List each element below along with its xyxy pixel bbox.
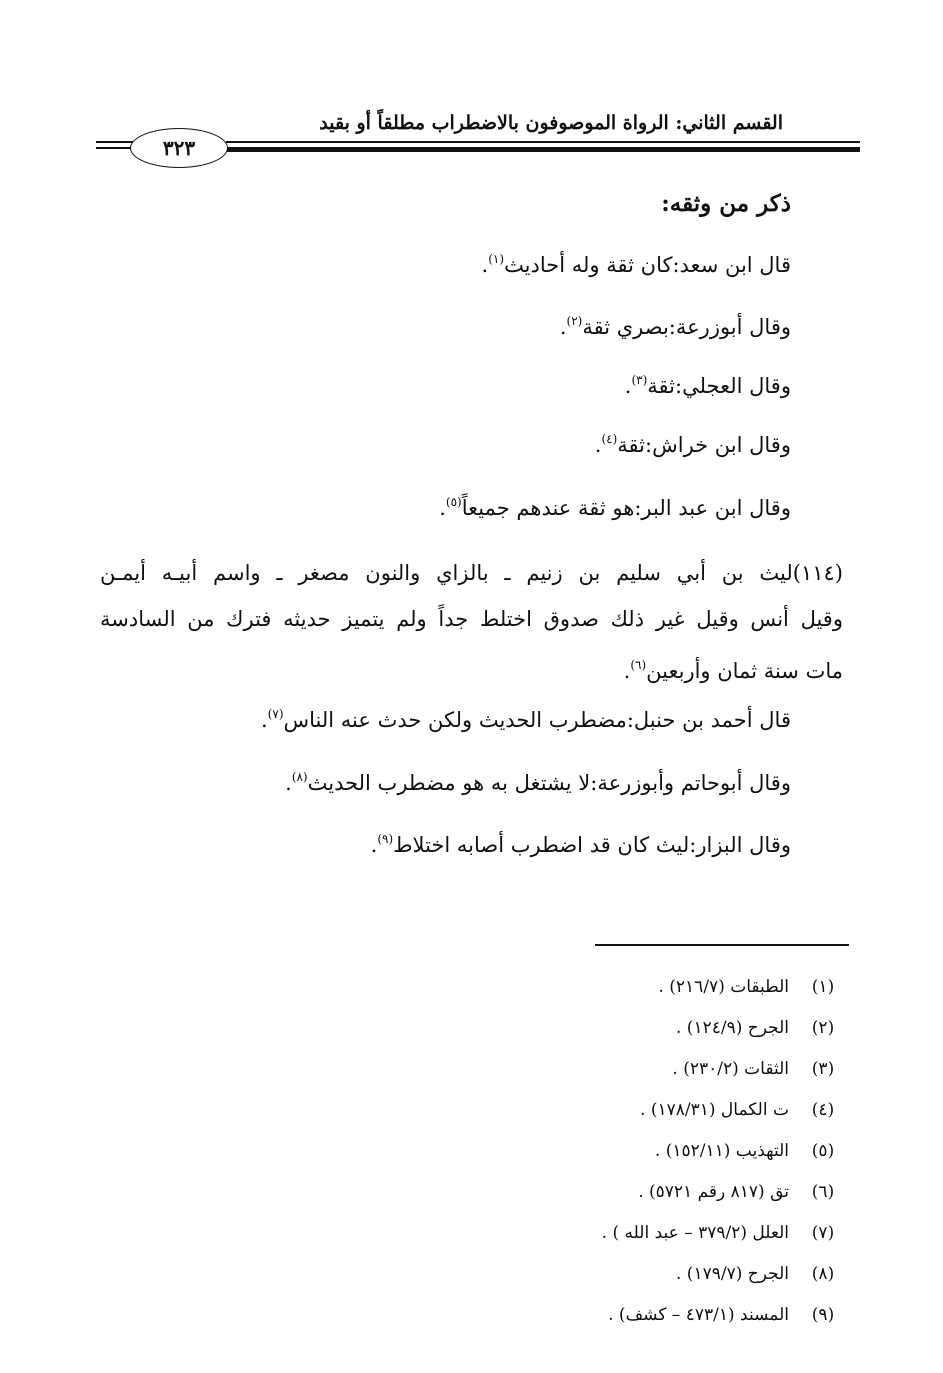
footnote-item xyxy=(449,1218,849,1259)
quote-text: وقال أبوزرعة:بصري ثقة xyxy=(582,315,791,339)
footnote-number: (٧) xyxy=(811,1223,835,1243)
running-header-title: القسم الثاني: الرواة الموصوفون بالاضطراب مطلقاً أو بقيد xyxy=(319,112,783,134)
footnote-ref: (١) xyxy=(488,252,505,266)
footnote-ref: (٣) xyxy=(631,373,648,387)
entry-line-3-end: . xyxy=(623,659,631,683)
footnote-ref: (٤) xyxy=(601,432,618,446)
quote-end: . xyxy=(285,771,292,795)
footnote-item xyxy=(449,1054,849,1095)
footnote-text: العلل (٣٧٩/٢ – عبد الله ) . xyxy=(601,1223,789,1243)
footnote-item xyxy=(449,1259,849,1300)
footnote-text: الثقات (٢٣٠/٢) . xyxy=(672,1059,789,1079)
quote-text: قال أحمد بن حنبل:مضطرب الحديث ولكن حدث عنه الناس xyxy=(283,708,791,732)
quote-text: وقال ابن عبد البر:هو ثقة عندهم جميعاً xyxy=(461,496,791,520)
quote-end: . xyxy=(370,833,378,857)
footnote-ref: (٢) xyxy=(566,314,583,328)
footnote-ref: (٥) xyxy=(445,495,462,509)
quote-text: قال ابن سعد:كان ثقة وله أحاديث xyxy=(504,253,791,277)
header-rule-left-top xyxy=(96,141,136,143)
footnote-ref: (٧) xyxy=(267,707,284,721)
quote-end: . xyxy=(559,315,567,339)
footnote-number: (٥) xyxy=(811,1141,835,1161)
footnote-item xyxy=(449,1136,849,1177)
footnote-ref: (٨) xyxy=(291,770,308,784)
quote-end: . xyxy=(594,433,602,457)
quote-text: وقال العجلي:ثقة xyxy=(647,374,791,398)
footnote-item xyxy=(449,972,849,1013)
footnote-text: المسند (٤٧٣/١ – كشف) . xyxy=(608,1305,789,1325)
entry-line-3-text: مات سنة ثمان وأربعين xyxy=(646,659,843,683)
quote-line xyxy=(560,314,791,339)
footnote-list xyxy=(449,972,849,1341)
quote-line xyxy=(482,252,791,277)
footnote-text: الجرح (١٧٩/٧) . xyxy=(676,1264,789,1284)
header-rule-right-bottom xyxy=(226,147,860,152)
page-number: ٣٢٣ xyxy=(130,128,228,168)
footnote-text: تق (٨١٧ رقم ٥٧٢١) . xyxy=(638,1182,789,1202)
footnote-number: (٨) xyxy=(811,1264,835,1284)
header-rule-right-top xyxy=(226,141,860,143)
quote-text: وقال البزار:ليث كان قد اضطرب أصابه اختلاط xyxy=(393,833,791,857)
footnote-item xyxy=(449,1013,849,1054)
quote-line xyxy=(439,495,791,520)
footnote-number: (٦) xyxy=(811,1182,835,1202)
footnote-text: الجرح (١٢٤/٩) . xyxy=(676,1018,789,1038)
footnote-text: ت الكمال (١٧٨/٣١) . xyxy=(640,1100,789,1120)
section-heading: ذكر من وثقه: xyxy=(661,190,791,217)
entry-line-2: وقيل أنس وقيل غير ذلك صدوق اختلط جداً ولم يتميز حديثه فترك من السادسة xyxy=(100,607,843,631)
entry-line-1: (١١٤)ليث بن أبي سليم بن زنيم ـ بالزاي والنون مصغر ـ واسم أبيـه أيمـن xyxy=(100,561,843,585)
footnote-text: الطبقات (٢١٦/٧) . xyxy=(658,977,789,997)
footnote-item xyxy=(449,1177,849,1218)
footnote-item xyxy=(449,1300,849,1341)
footnote-ref: (٩) xyxy=(377,832,394,846)
footnote-text: التهذيب (١٥٢/١١) . xyxy=(654,1141,789,1161)
quote-text: وقال أبوحاتم وأبوزرعة:لا يشتغل به هو مضطرب الحديث xyxy=(307,771,791,795)
quote-line xyxy=(595,432,791,457)
footnote-item xyxy=(449,1095,849,1136)
quote-end: . xyxy=(624,374,632,398)
narrator-entry xyxy=(100,550,843,694)
footnote-ref: (٦) xyxy=(630,658,647,672)
quote-line xyxy=(261,707,791,732)
quote-line xyxy=(625,373,791,398)
footnote-number: (٣) xyxy=(811,1059,835,1079)
quote-end: . xyxy=(439,496,446,520)
quote-end: . xyxy=(481,253,489,277)
quote-line xyxy=(285,770,791,795)
quote-line xyxy=(371,832,791,857)
footnote-number: (٢) xyxy=(811,1018,835,1038)
footnote-number: (٤) xyxy=(811,1100,835,1120)
quote-end: . xyxy=(260,708,268,732)
footnote-number: (٩) xyxy=(811,1305,835,1325)
footnote-separator xyxy=(595,944,849,946)
quote-text: وقال ابن خراش:ثقة xyxy=(617,433,791,457)
entry-line-3 xyxy=(100,642,843,694)
footnote-number: (١) xyxy=(811,977,835,997)
